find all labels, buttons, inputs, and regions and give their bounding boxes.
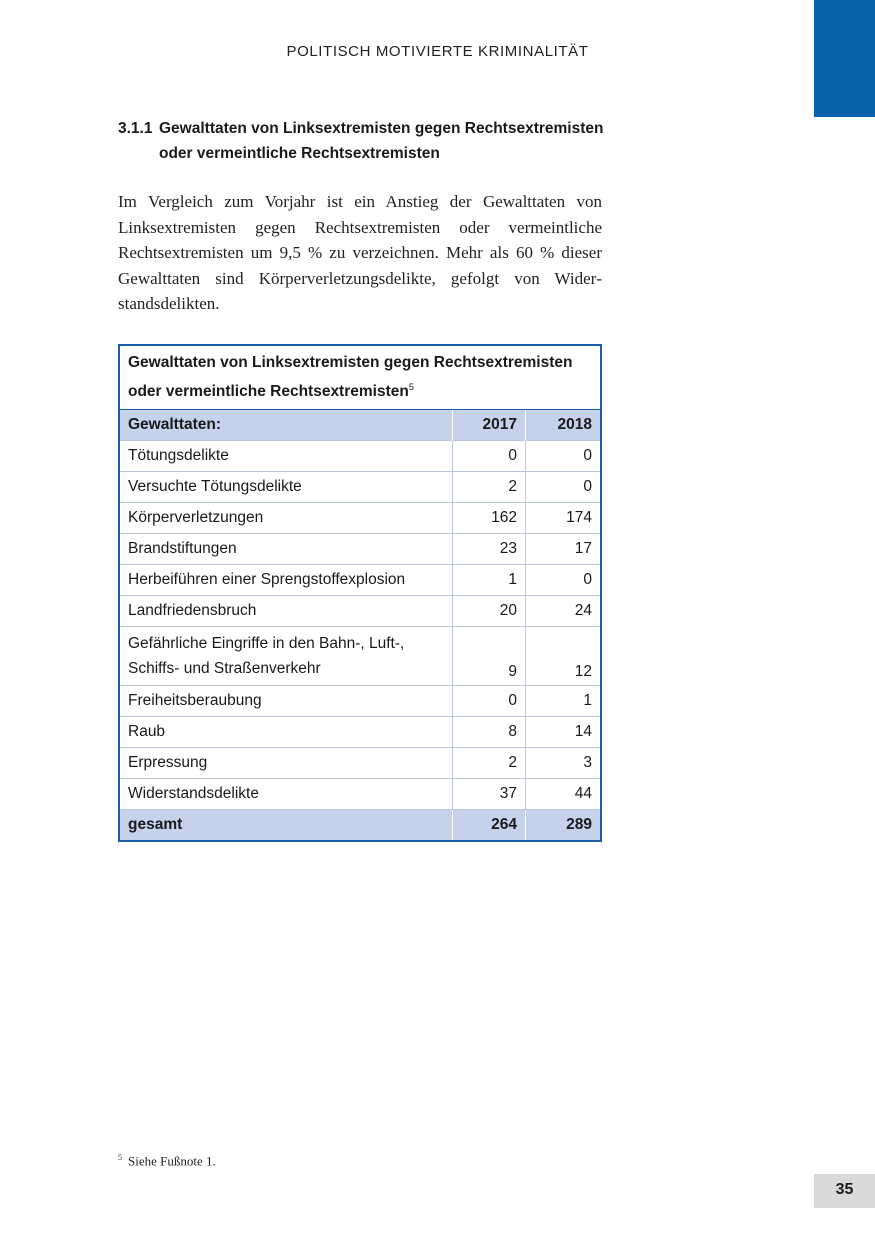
row-value-2018: 44 bbox=[526, 779, 602, 810]
table-row bbox=[119, 686, 601, 717]
row-value-2018: 0 bbox=[526, 472, 602, 503]
section-heading bbox=[118, 116, 618, 166]
footnote-marker: 5 bbox=[118, 1153, 122, 1162]
row-value-2017: 0 bbox=[453, 686, 526, 717]
running-header-title: POLITISCH MOTIVIERTE KRIMINALITÄT bbox=[286, 43, 589, 60]
row-label: Erpressung bbox=[119, 748, 453, 779]
body-paragraph: Im Vergleich zum Vorjahr ist ein Anstieg der Gewalttaten von Linksextremisten gegen Rechtsextremisten oder vermeintliche Rechtsextremisten um 9,5 % zu verzeichnen. Mehr als 60 % dieser Gewalttaten sind Körperverletzungsdelikte, gefolgt von Widerstandsdelikten. bbox=[118, 192, 602, 314]
row-value-2018: 0 bbox=[526, 565, 602, 596]
row-value-2017: 162 bbox=[453, 503, 526, 534]
row-label: Raub bbox=[119, 717, 453, 748]
row-label: Tötungsdelikte bbox=[119, 441, 453, 472]
table-row bbox=[119, 441, 601, 472]
table-row bbox=[119, 748, 601, 779]
row-label-line2: Schiffs- und Straßenverkehr bbox=[128, 660, 321, 678]
row-value-2018: 0 bbox=[526, 441, 602, 472]
total-label: gesamt bbox=[119, 810, 453, 842]
section-title-line1: Gewalttaten von Linksextremisten gegen Rechtsextremisten bbox=[159, 120, 604, 137]
table-caption-line1: Gewalttaten von Linksextremisten gegen Rechtsextremisten bbox=[128, 354, 573, 371]
row-value-2017: 20 bbox=[453, 596, 526, 627]
row-value-2018: 1 bbox=[526, 686, 602, 717]
page-number: 35 bbox=[814, 1174, 875, 1208]
header-label: Gewalttaten: bbox=[119, 410, 453, 441]
row-value-2017: 0 bbox=[453, 441, 526, 472]
row-value-2017: 9 bbox=[453, 627, 526, 686]
header-year-2017: 2017 bbox=[453, 410, 526, 441]
row-label-line1: Gefährliche Eingriffe in den Bahn-, Luft-, bbox=[128, 635, 405, 653]
table-row bbox=[119, 565, 601, 596]
row-value-2018: 174 bbox=[526, 503, 602, 534]
table-row bbox=[119, 779, 601, 810]
table-caption-footnote-ref: 5 bbox=[408, 382, 414, 392]
row-value-2018: 12 bbox=[526, 627, 602, 686]
table-row bbox=[119, 503, 601, 534]
table-row bbox=[119, 717, 601, 748]
violence-statistics-table bbox=[118, 344, 602, 842]
row-value-2017: 2 bbox=[453, 472, 526, 503]
total-value-2017: 264 bbox=[453, 810, 526, 842]
footnote bbox=[118, 1153, 216, 1169]
row-label bbox=[119, 627, 453, 686]
row-label: Versuchte Tötungsdelikte bbox=[119, 472, 453, 503]
table-total-row bbox=[119, 810, 601, 842]
table-caption-line2: oder vermeintliche Rechtsextremisten bbox=[128, 383, 409, 401]
row-value-2018: 24 bbox=[526, 596, 602, 627]
table-header-row bbox=[119, 410, 601, 441]
section-title-line2: oder vermeintliche Rechtsextremisten bbox=[159, 145, 440, 162]
row-value-2018: 17 bbox=[526, 534, 602, 565]
row-label: Körperverletzungen bbox=[119, 503, 453, 534]
row-value-2017: 23 bbox=[453, 534, 526, 565]
table-row bbox=[119, 472, 601, 503]
table-row bbox=[119, 627, 601, 686]
row-value-2017: 1 bbox=[453, 565, 526, 596]
total-value-2018: 289 bbox=[526, 810, 602, 842]
row-label: Landfriedensbruch bbox=[119, 596, 453, 627]
row-label: Freiheitsberaubung bbox=[119, 686, 453, 717]
running-header bbox=[0, 43, 875, 60]
table-row bbox=[119, 596, 601, 627]
header-year-2018: 2018 bbox=[526, 410, 602, 441]
row-value-2017: 8 bbox=[453, 717, 526, 748]
table-caption bbox=[119, 345, 601, 410]
row-value-2017: 37 bbox=[453, 779, 526, 810]
row-label: Widerstandsdelikte bbox=[119, 779, 453, 810]
section-number: 3.1.1 bbox=[118, 120, 153, 137]
row-value-2018: 14 bbox=[526, 717, 602, 748]
footnote-text: Siehe Fußnote 1. bbox=[128, 1153, 216, 1169]
row-label: Herbeiführen einer Sprengstoffexplosion bbox=[119, 565, 453, 596]
row-value-2017: 2 bbox=[453, 748, 526, 779]
row-value-2018: 3 bbox=[526, 748, 602, 779]
table-row bbox=[119, 534, 601, 565]
row-label: Brandstiftungen bbox=[119, 534, 453, 565]
